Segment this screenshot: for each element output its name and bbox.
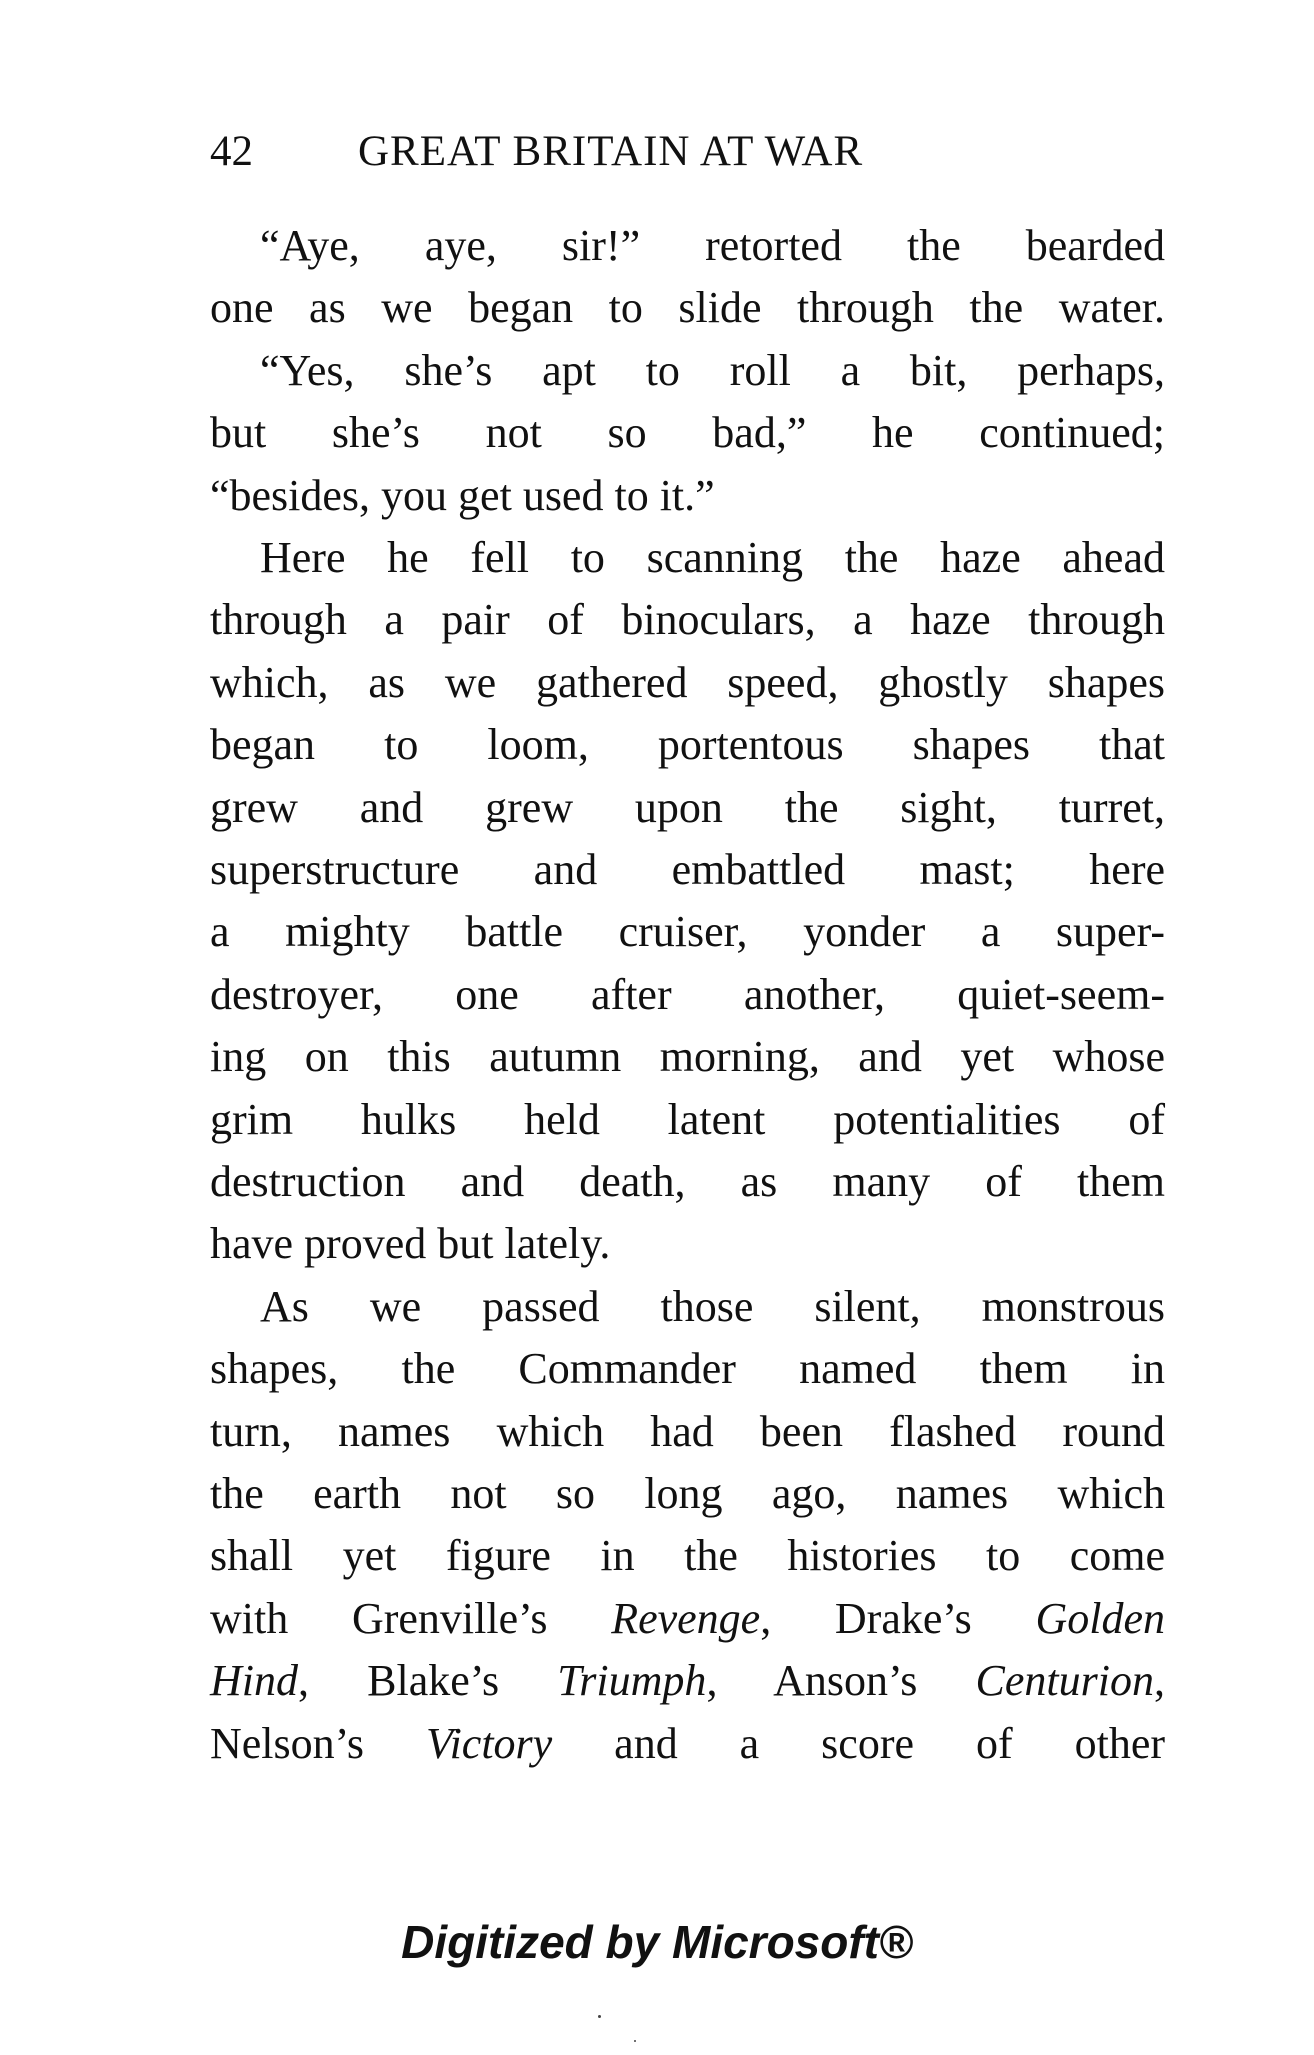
text-line bbox=[210, 1401, 1165, 1463]
text-line bbox=[210, 1276, 1165, 1338]
italic-ship-name: Hind bbox=[210, 1656, 298, 1706]
text-segment: have proved but lately. bbox=[210, 1219, 611, 1269]
text-segment: and a score of other bbox=[552, 1718, 1166, 1768]
text-segment: , Anson’s bbox=[706, 1656, 976, 1706]
running-header bbox=[210, 122, 1170, 182]
text-segment: “besides, you get used to it.” bbox=[210, 470, 715, 520]
text-segment: shall yet figure in the histories to come bbox=[210, 1531, 1165, 1581]
text-line bbox=[210, 215, 1165, 277]
text-segment: the earth not so long ago, names which bbox=[210, 1469, 1165, 1518]
text-line bbox=[210, 1463, 1165, 1525]
page-number: 42 bbox=[210, 128, 253, 175]
italic-ship-name: Triumph bbox=[557, 1656, 707, 1706]
text-segment: a mighty battle cruiser, yonder a super- bbox=[210, 907, 1165, 957]
italic-ship-name: Victory bbox=[425, 1718, 553, 1768]
text-line bbox=[210, 964, 1165, 1026]
text-segment: grew and grew upon the sight, turret, bbox=[210, 782, 1165, 832]
text-segment: “Aye, aye, sir!” retorted the bearded bbox=[260, 221, 1165, 270]
text-line bbox=[210, 1713, 1165, 1775]
text-segment: , Drake’s bbox=[760, 1593, 1036, 1643]
text-line bbox=[210, 1151, 1165, 1213]
text-line bbox=[210, 1213, 1165, 1275]
text-line bbox=[210, 839, 1165, 901]
text-line bbox=[210, 465, 1165, 527]
scan-speck bbox=[634, 2040, 636, 2042]
text-line bbox=[210, 1588, 1165, 1650]
text-segment: which, as we gathered speed, ghostly shapes bbox=[210, 657, 1165, 707]
text-segment: but she’s not so bad,” he continued; bbox=[210, 408, 1165, 458]
text-segment: destroyer, one after another, quiet-seem- bbox=[210, 969, 1165, 1019]
text-segment: with Grenville’s bbox=[210, 1593, 612, 1643]
digitization-watermark: Digitized by Microsoft® bbox=[401, 1916, 913, 1968]
scan-speck bbox=[598, 2015, 601, 2018]
italic-ship-name: Centurion bbox=[975, 1656, 1154, 1706]
italic-ship-name: Revenge bbox=[611, 1593, 761, 1643]
text-line bbox=[210, 1089, 1165, 1151]
text-segment: shapes, the Commander named them in bbox=[210, 1344, 1165, 1394]
text-segment: superstructure and embattled mast; here bbox=[210, 845, 1165, 894]
text-segment: Here he fell to scanning the haze ahead bbox=[260, 533, 1165, 582]
text-line bbox=[210, 901, 1165, 963]
text-line bbox=[210, 589, 1165, 651]
text-line bbox=[210, 527, 1165, 589]
italic-ship-name: Golden bbox=[1035, 1593, 1165, 1643]
text-line bbox=[210, 340, 1165, 402]
text-line bbox=[210, 1525, 1165, 1587]
text-segment: As we passed those silent, monstrous bbox=[260, 1281, 1165, 1331]
text-segment: began to loom, portentous shapes that bbox=[210, 720, 1165, 770]
text-line bbox=[210, 777, 1165, 839]
text-line bbox=[210, 1650, 1165, 1712]
text-line bbox=[210, 1338, 1165, 1400]
text-segment: “Yes, she’s apt to roll a bit, perhaps, bbox=[260, 345, 1165, 395]
text-segment: Nelson’s bbox=[210, 1718, 426, 1768]
text-segment: destruction and death, as many of them bbox=[210, 1157, 1165, 1206]
text-line bbox=[210, 714, 1165, 776]
text-segment: one as we began to slide through the water. bbox=[210, 283, 1165, 333]
text-segment: ing on this autumn morning, and yet whose bbox=[210, 1032, 1165, 1082]
text-segment: turn, names which had been flashed round bbox=[210, 1406, 1165, 1456]
running-head-title: GREAT BRITAIN AT WAR bbox=[358, 128, 864, 175]
text-segment: , Blake’s bbox=[298, 1656, 558, 1706]
text-segment: grim hulks held latent potentialities of bbox=[210, 1094, 1165, 1144]
text-segment: through a pair of binoculars, a haze through bbox=[210, 595, 1165, 645]
text-line bbox=[210, 652, 1165, 714]
text-line bbox=[210, 277, 1165, 339]
text-segment: , bbox=[1154, 1656, 1165, 1706]
text-line bbox=[210, 402, 1165, 464]
text-line bbox=[210, 1026, 1165, 1088]
